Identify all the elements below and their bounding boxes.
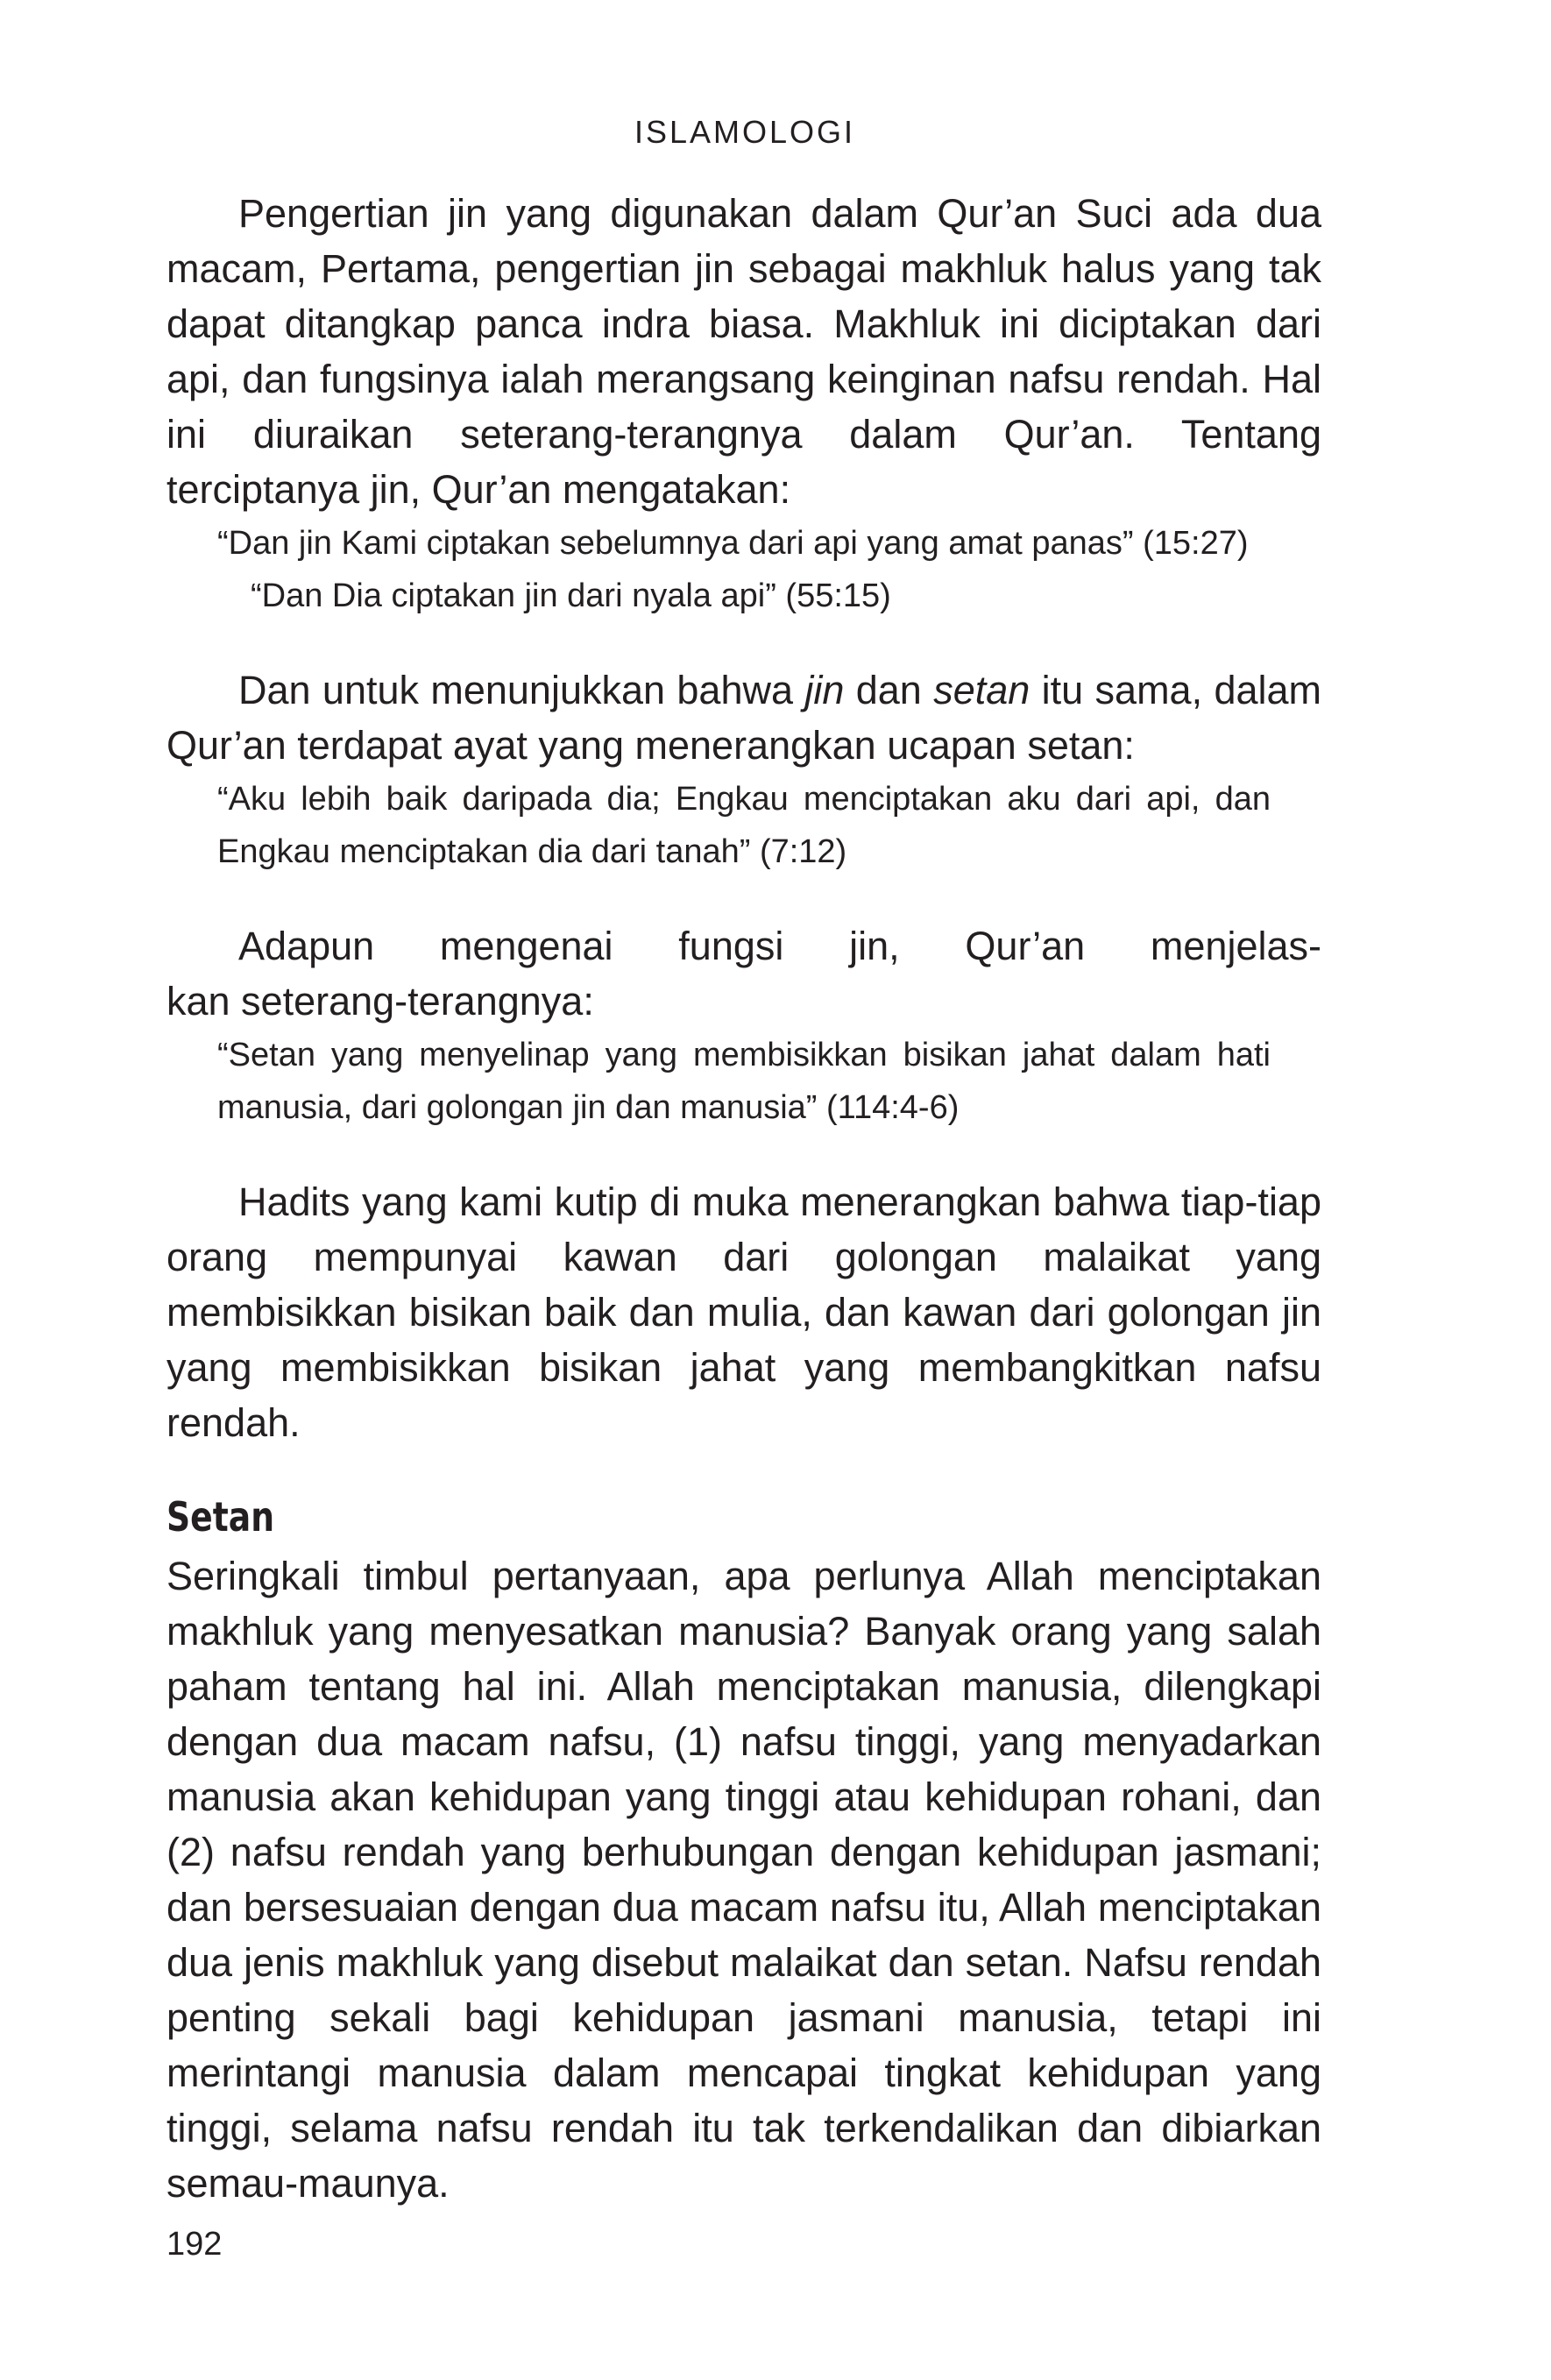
text-segment: dan: [844, 668, 934, 712]
page-number: 192: [166, 2226, 223, 2263]
paragraph-hadits: Hadits yang kami kutip di muka menerangkan bahwa tiap-tiap orang mempunyai kawan dari golongan malaikat yang membisikkan bisikan baik dan mulia, dan kawan dari golongan jin yang membisikkan bisikan jahat yang membangkitkan nafsu rendah.: [166, 1179, 1321, 1445]
text-segment: Dan untuk menunjukkan bahwa: [238, 668, 805, 712]
spacer: [166, 1134, 1321, 1174]
spacer: [166, 622, 1321, 662]
page-body: [166, 186, 1321, 2211]
emphasis-jin: jin: [804, 668, 845, 712]
emphasis-setan: setan: [933, 668, 1030, 712]
quote-7-12: “Aku lebih baik daripada dia; Engkau menciptakan aku dari api, dan Engkau menciptakan dia dari tanah” (7:12): [217, 781, 1271, 870]
paragraph-jin-definition: Pengertian jin yang digunakan dalam Qur’an Suci ada dua macam, Pertama, pengertian jin sebagai makhluk halus yang tak dapat ditangkap panca indra biasa. Makhluk ini diciptakan dari api, dan fungsinya ialah merangsang keinginan nafsu rendah. Hal ini diuraikan seterang-terangnya dalam Qur’an. Tentang terciptanya jin, Qur’an mengatakan:: [166, 191, 1321, 512]
quote-114-4-6: “Setan yang menyelinap yang membisikkan bisikan jahat dalam hati manusia, dari golongan jin dan manusia” (114:4-6): [217, 1037, 1271, 1126]
paragraph-setan: Seringkali timbul pertanyaan, apa perlunya Allah menciptakan makhluk yang menyesatkan manusia? Banyak orang yang salah paham tentang hal ini. Allah menciptakan manusia, dilengkapi dengan dua macam nafsu, (1) nafsu tinggi, yang menyadarkan manusia akan kehidupan yang tinggi atau kehidupan rohani, dan (2) nafsu rendah yang berhubungan dengan kehidupan jasmani; dan bersesuaian dengan dua macam nafsu itu, Allah menciptakan dua jenis makhluk yang disebut malaikat dan setan. Nafsu rendah penting sekali bagi kehidupan jasmani manusia, tetapi ini merintangi manusia dalam mencapai tingkat kehidupan yang tinggi, selama nafsu rendah itu tak terkendalikan dan dibiarkan semau-maunya.: [166, 1554, 1321, 2206]
paragraph-jin-function-line2: kan seterang-terangnya:: [166, 979, 594, 1024]
section-heading-setan: Setan: [166, 1493, 275, 1541]
quote-55-15: “Dan Dia ciptakan jin dari nyala api” (55:15): [251, 577, 891, 614]
spacer: [166, 1450, 1321, 1485]
quote-15-27: “Dan jin Kami ciptakan sebelumnya dari api yang amat panas” (15:27): [217, 525, 1249, 562]
running-header: ISLAMOLOGI: [634, 114, 856, 150]
paragraph-jin-function-line1: Adapun mengenai fungsi jin, Qur’an menjelas-: [238, 924, 1321, 968]
paragraph-jin-setan-same: [166, 662, 1321, 773]
spacer: [166, 878, 1321, 918]
text-segment: itu sama, dalam Qur’an terdapat ayat yang menerangkan ucapan setan:: [166, 668, 1322, 768]
